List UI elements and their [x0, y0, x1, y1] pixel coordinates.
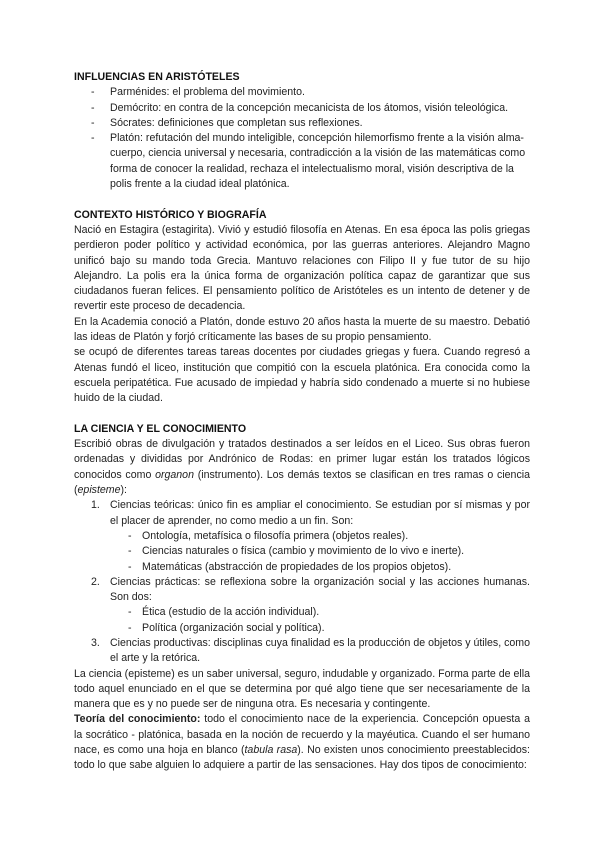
sub-item: - Ética (estudio de la acción individual). — [110, 605, 530, 620]
list-item: - Sócrates: definiciones que completan sus reflexiones. — [74, 116, 530, 131]
paragraph: Nació en Estagira (estagirita). Vivió y estudió filosofía en Atenas. En esa época las polis griegas perdieron poder político y actividad económica, por las guerras anteriores. Alejandro Magno unificó bajo su mando toda Grecia. Mantuvo relaciones con Filipo II y fue tutor de su hijo Alejandro. La polis era la única forma de organización política capaz de garantizar que sus ciudadanos fueran felices. El pensamiento político de Aristóteles es un intento de detener y de revertir este proceso de decadencia. — [74, 223, 530, 313]
section-title-contexto: CONTEXTO HISTÓRICO Y BIOGRAFÍA — [74, 208, 267, 221]
item-text: Ciencias teóricas: único fin es ampliar el conocimiento. Se estudian por sí mismas y por el placer de aprender, no como medio a un fin. Son: — [110, 499, 530, 527]
item-number: 3. — [91, 636, 100, 649]
list-item: - Demócrito: en contra de la concepción mecanicista de los átomos, visión teleológica. — [74, 101, 530, 116]
list-item: - Platón: refutación del mundo inteligible, concepción hilemorfismo frente a la visión alma-cuerpo, ciencia universal y necesaria, contradicción a la visión de las matemáticas como forma de conocer la realidad, rechaza el intelectualismo moral, visión descriptiva de la polis frente a la ciudad ideal platónica. — [74, 131, 530, 192]
sub-item: - Política (organización social y política). — [110, 621, 530, 636]
text-span: ): — [120, 484, 128, 497]
section-title-ciencia: LA CIENCIA Y EL CONOCIMIENTO — [74, 422, 247, 435]
section-title-influencias: INFLUENCIAS EN ARISTÓTELES — [74, 71, 240, 83]
italic-term: tabula rasa — [244, 744, 298, 757]
paragraph-teoria — [74, 712, 530, 773]
sub-item: - Ontología, metafísica o filosofía primera (objetos reales). — [110, 529, 530, 544]
sub-item: - Ciencias naturales o física (cambio y movimiento de lo vivo e inerte). — [110, 544, 530, 559]
ciencias-list — [74, 498, 530, 666]
text-span: Escribió obras de divulgación y tratados destinados a ser leídos en el Liceo. Sus obras fueron ordenadas y divididas por Andrónico de Rodas: en primer lugar están los tratados lógicos conocidos como — [74, 438, 530, 481]
bold-label: Teoría del conocimiento: — [74, 713, 201, 726]
document-page — [74, 70, 530, 774]
sub-item: - Matemáticas (abstracción de propiedades de los propios objetos). — [110, 560, 530, 575]
item-number: 1. — [91, 499, 100, 512]
numbered-item — [74, 636, 530, 667]
numbered-item — [74, 575, 530, 636]
italic-term: episteme — [77, 484, 121, 497]
item-text: Ciencias prácticas: se reflexiona sobre la organización social y las acciones humanas. Son dos: — [110, 575, 530, 604]
paragraph: se ocupó de diferentes tareas tareas docentes por ciudades griegas y fuera. Cuando regresó a Atenas fundó el liceo, institución que compitió con la escuela platónica. Era conocida como la escuela peripatética. Fue acusado de impiedad y habría sido condenado a muerte si no hubiese huido de la ciudad. — [74, 346, 530, 405]
spacer — [74, 407, 530, 422]
item-number: 2. — [91, 575, 100, 588]
numbered-item — [74, 498, 530, 574]
paragraph: En la Academia conoció a Platón, donde estuvo 20 años hasta la muerte de su maestro. Debatió las ideas de Platón y forjó críticamente las bases de su propio pensamiento. — [74, 315, 530, 344]
sub-list — [110, 529, 530, 575]
italic-term: organon — [155, 468, 194, 481]
paragraph-intro — [74, 437, 530, 498]
text-span: ). No existen unos conocimiento preestablecidos: todo lo que sabe alguien lo adquiere a partir de las sensaciones. Hay dos tipos de conocimiento: — [74, 744, 530, 772]
text-span: todo el conocimiento nace de la experiencia. Concepción opuesta a la socrático - platónica, basada en la noción de recuerdo y la mayéutica. Cuando el ser humano nace, es como una hoja en blanco ( — [74, 713, 530, 757]
influencias-list — [74, 85, 530, 192]
spacer — [74, 192, 530, 207]
sub-list — [110, 605, 530, 636]
item-text: Ciencias productivas: disciplinas cuya finalidad es la producción de objetos y útiles, como el arte y la retórica. — [110, 636, 530, 665]
paragraph-episteme: La ciencia (episteme) es un saber universal, seguro, indudable y organizado. Forma parte de ella todo aquel enunciado en el que se determina por qué algo tiene que ser necesariamente de la manera que es y no puede ser de ninguna otra. Es necesaria y contingente. — [74, 667, 530, 711]
text-span: (instrumento). Los demás textos se clasifican en tres ramas o ciencia ( — [74, 468, 530, 497]
list-item: - Parménides: el problema del movimiento. — [74, 85, 530, 100]
